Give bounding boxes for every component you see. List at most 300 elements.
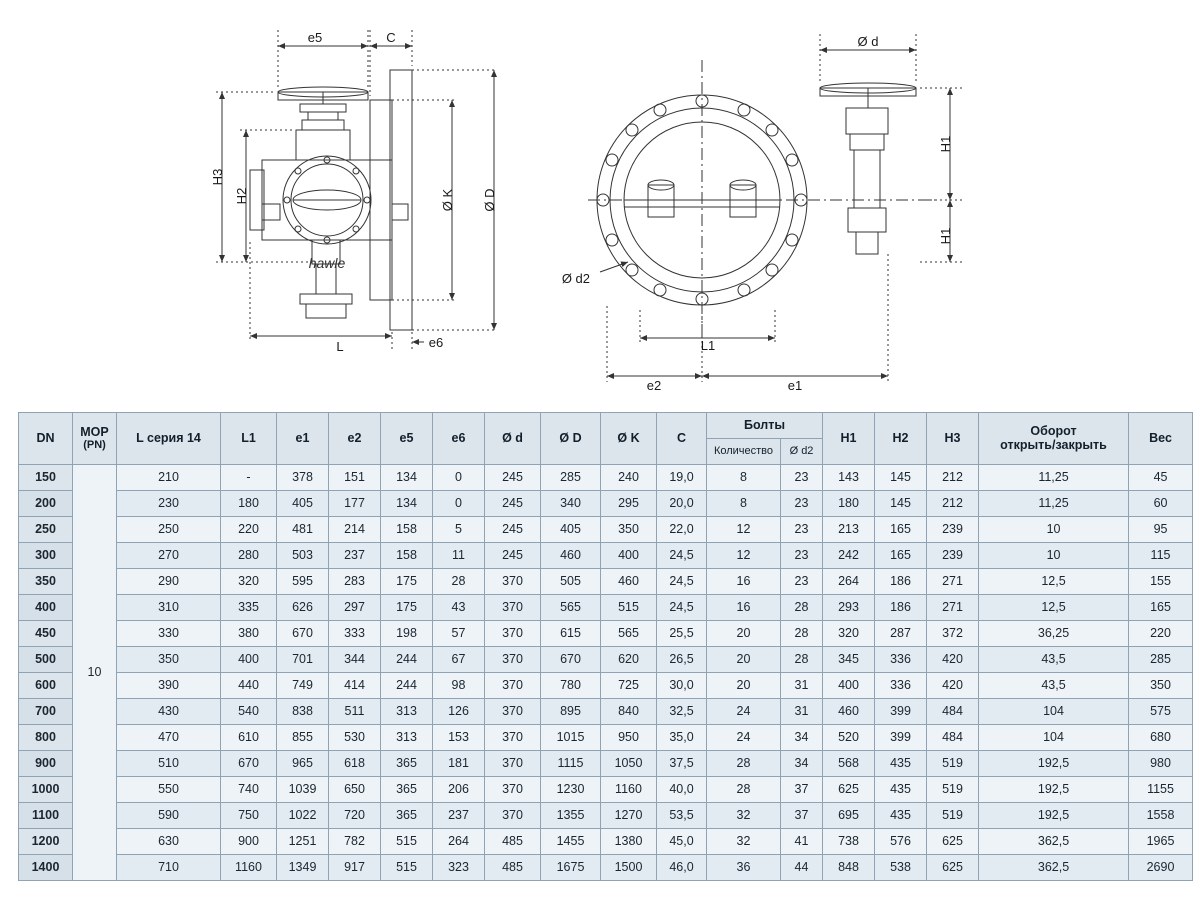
cell-h2: 576 <box>875 829 927 855</box>
cell-d2: 23 <box>781 569 823 595</box>
cell-dn: 450 <box>19 621 73 647</box>
cell-qty: 24 <box>707 699 781 725</box>
cell-h2: 186 <box>875 569 927 595</box>
label-d-small: Ø d <box>857 34 879 49</box>
cell-h2: 399 <box>875 699 927 725</box>
cell-l: 430 <box>117 699 221 725</box>
label-h2: H2 <box>234 187 249 205</box>
cell-c: 40,0 <box>657 777 707 803</box>
cell-e1: 1022 <box>277 803 329 829</box>
cell-e5: 313 <box>381 725 433 751</box>
cell-e1: 1251 <box>277 829 329 855</box>
cell-K: 350 <box>601 517 657 543</box>
header-h1: H1 <box>823 413 875 465</box>
header-dn: DN <box>19 413 73 465</box>
cell-D: 1355 <box>541 803 601 829</box>
cell-e1: 1039 <box>277 777 329 803</box>
cell-e1: 481 <box>277 517 329 543</box>
cell-h2: 435 <box>875 751 927 777</box>
header-l1: L1 <box>221 413 277 465</box>
cell-dn: 300 <box>19 543 73 569</box>
cell-d: 370 <box>485 569 541 595</box>
header-mop-main: MOP <box>80 424 109 439</box>
cell-e2: 333 <box>329 621 381 647</box>
cell-D: 565 <box>541 595 601 621</box>
cell-dn: 1200 <box>19 829 73 855</box>
cell-d: 245 <box>485 491 541 517</box>
cell-d2: 31 <box>781 673 823 699</box>
cell-c: 24,5 <box>657 595 707 621</box>
cell-l: 630 <box>117 829 221 855</box>
cell-turns: 192,5 <box>979 751 1129 777</box>
cell-h1: 848 <box>823 855 875 881</box>
cell-D: 615 <box>541 621 601 647</box>
cell-d2: 23 <box>781 543 823 569</box>
cell-e5: 175 <box>381 595 433 621</box>
drawing-svg <box>0 0 1200 400</box>
cell-c: 45,0 <box>657 829 707 855</box>
cell-d: 245 <box>485 543 541 569</box>
cell-e6: 181 <box>433 751 485 777</box>
cell-d2: 37 <box>781 803 823 829</box>
cell-weight: 95 <box>1129 517 1193 543</box>
label-d2: Ø d2 <box>561 271 590 286</box>
label-d-big: Ø D <box>482 188 497 212</box>
cell-dn: 400 <box>19 595 73 621</box>
label-e2: e2 <box>646 378 662 393</box>
cell-d: 370 <box>485 699 541 725</box>
cell-K: 1270 <box>601 803 657 829</box>
cell-dn: 600 <box>19 673 73 699</box>
cell-D: 1115 <box>541 751 601 777</box>
cell-e2: 530 <box>329 725 381 751</box>
cell-h2: 336 <box>875 647 927 673</box>
cell-e2: 237 <box>329 543 381 569</box>
cell-e6: 0 <box>433 465 485 491</box>
cell-weight: 2690 <box>1129 855 1193 881</box>
table-row <box>19 595 1193 621</box>
cell-l: 330 <box>117 621 221 647</box>
cell-c: 24,5 <box>657 569 707 595</box>
cell-e2: 151 <box>329 465 381 491</box>
cell-h1: 293 <box>823 595 875 621</box>
cell-qty: 28 <box>707 777 781 803</box>
cell-e2: 511 <box>329 699 381 725</box>
cell-h3: 519 <box>927 777 979 803</box>
cell-K: 840 <box>601 699 657 725</box>
header-turns-main: Оборот <box>1030 423 1077 438</box>
cell-h3: 519 <box>927 751 979 777</box>
cell-e5: 515 <box>381 855 433 881</box>
cell-e5: 313 <box>381 699 433 725</box>
cell-h3: 484 <box>927 725 979 751</box>
header-e2: e2 <box>329 413 381 465</box>
cell-h1: 738 <box>823 829 875 855</box>
cell-e6: 67 <box>433 647 485 673</box>
cell-e5: 158 <box>381 517 433 543</box>
cell-D: 895 <box>541 699 601 725</box>
label-l1: L1 <box>700 338 716 353</box>
cell-h3: 420 <box>927 673 979 699</box>
cell-h2: 287 <box>875 621 927 647</box>
header-h2: H2 <box>875 413 927 465</box>
cell-c: 46,0 <box>657 855 707 881</box>
table-row <box>19 829 1193 855</box>
cell-d2: 34 <box>781 751 823 777</box>
cell-h3: 420 <box>927 647 979 673</box>
header-k: Ø K <box>601 413 657 465</box>
cell-turns: 192,5 <box>979 803 1129 829</box>
cell-h3: 625 <box>927 855 979 881</box>
cell-e6: 5 <box>433 517 485 543</box>
cell-h3: 519 <box>927 803 979 829</box>
cell-c: 22,0 <box>657 517 707 543</box>
cell-weight: 155 <box>1129 569 1193 595</box>
cell-l1: - <box>221 465 277 491</box>
cell-c: 26,5 <box>657 647 707 673</box>
cell-turns: 192,5 <box>979 777 1129 803</box>
cell-e5: 515 <box>381 829 433 855</box>
cell-h1: 320 <box>823 621 875 647</box>
cell-e6: 43 <box>433 595 485 621</box>
cell-e2: 650 <box>329 777 381 803</box>
cell-D: 460 <box>541 543 601 569</box>
cell-e6: 153 <box>433 725 485 751</box>
brand-logo: hawle <box>308 255 346 271</box>
cell-dn: 700 <box>19 699 73 725</box>
cell-l: 250 <box>117 517 221 543</box>
cell-weight: 1155 <box>1129 777 1193 803</box>
table-row <box>19 673 1193 699</box>
cell-D: 1230 <box>541 777 601 803</box>
cell-h1: 143 <box>823 465 875 491</box>
cell-e1: 749 <box>277 673 329 699</box>
header-weight: Вес <box>1129 413 1193 465</box>
cell-h2: 186 <box>875 595 927 621</box>
cell-l: 550 <box>117 777 221 803</box>
header-d-big: Ø D <box>541 413 601 465</box>
cell-weight: 115 <box>1129 543 1193 569</box>
table-header-row <box>19 413 1193 439</box>
cell-l: 590 <box>117 803 221 829</box>
cell-dn: 350 <box>19 569 73 595</box>
drawing-labels <box>210 30 953 393</box>
cell-e1: 1349 <box>277 855 329 881</box>
cell-h2: 165 <box>875 543 927 569</box>
cell-h2: 435 <box>875 777 927 803</box>
cell-h1: 400 <box>823 673 875 699</box>
cell-turns: 11,25 <box>979 491 1129 517</box>
cell-d: 370 <box>485 673 541 699</box>
label-e5: e5 <box>307 30 323 45</box>
cell-dn: 1100 <box>19 803 73 829</box>
cell-weight: 1558 <box>1129 803 1193 829</box>
cell-e1: 405 <box>277 491 329 517</box>
cell-D: 1675 <box>541 855 601 881</box>
cell-l: 210 <box>117 465 221 491</box>
cell-e2: 720 <box>329 803 381 829</box>
cell-l1: 220 <box>221 517 277 543</box>
cell-e6: 28 <box>433 569 485 595</box>
cell-e6: 323 <box>433 855 485 881</box>
cell-h2: 145 <box>875 465 927 491</box>
cell-e1: 503 <box>277 543 329 569</box>
cell-K: 725 <box>601 673 657 699</box>
cell-e1: 701 <box>277 647 329 673</box>
table-row <box>19 647 1193 673</box>
cell-dn: 250 <box>19 517 73 543</box>
header-d-small: Ø d <box>485 413 541 465</box>
header-bolts-qty: Количество <box>707 439 781 465</box>
cell-qty: 12 <box>707 543 781 569</box>
cell-qty: 8 <box>707 491 781 517</box>
cell-dn: 1400 <box>19 855 73 881</box>
cell-h3: 239 <box>927 543 979 569</box>
cell-d2: 37 <box>781 777 823 803</box>
cell-l: 270 <box>117 543 221 569</box>
cell-h1: 460 <box>823 699 875 725</box>
cell-d: 370 <box>485 751 541 777</box>
cell-d: 370 <box>485 595 541 621</box>
cell-c: 35,0 <box>657 725 707 751</box>
cell-K: 1050 <box>601 751 657 777</box>
label-l: L <box>336 339 344 354</box>
cell-d2: 31 <box>781 699 823 725</box>
label-h1-lower: H1 <box>938 227 953 245</box>
cell-l: 310 <box>117 595 221 621</box>
cell-l1: 400 <box>221 647 277 673</box>
label-k: Ø K <box>440 188 455 212</box>
table-row <box>19 465 1193 491</box>
cell-d: 370 <box>485 777 541 803</box>
cell-l: 710 <box>117 855 221 881</box>
cell-e5: 365 <box>381 777 433 803</box>
cell-h2: 538 <box>875 855 927 881</box>
cell-e6: 0 <box>433 491 485 517</box>
cell-dn: 1000 <box>19 777 73 803</box>
header-mop <box>73 413 117 465</box>
header-mop-sub: (PN) <box>83 439 106 452</box>
header-bolts: Болты <box>707 413 823 439</box>
cell-h1: 180 <box>823 491 875 517</box>
cell-e5: 365 <box>381 751 433 777</box>
cell-e2: 344 <box>329 647 381 673</box>
cell-turns: 11,25 <box>979 465 1129 491</box>
cell-qty: 28 <box>707 751 781 777</box>
cell-e1: 855 <box>277 725 329 751</box>
cell-l1: 740 <box>221 777 277 803</box>
cell-h1: 625 <box>823 777 875 803</box>
cell-dn: 500 <box>19 647 73 673</box>
table-row <box>19 855 1193 881</box>
cell-weight: 680 <box>1129 725 1193 751</box>
cell-d2: 41 <box>781 829 823 855</box>
cell-qty: 24 <box>707 725 781 751</box>
table-row <box>19 621 1193 647</box>
cell-e1: 378 <box>277 465 329 491</box>
cell-c: 30,0 <box>657 673 707 699</box>
cell-d: 370 <box>485 803 541 829</box>
cell-e2: 618 <box>329 751 381 777</box>
cell-d2: 23 <box>781 517 823 543</box>
cell-h3: 212 <box>927 465 979 491</box>
cell-turns: 43,5 <box>979 673 1129 699</box>
cell-e6: 98 <box>433 673 485 699</box>
cell-e5: 175 <box>381 569 433 595</box>
cell-c: 19,0 <box>657 465 707 491</box>
cell-weight: 220 <box>1129 621 1193 647</box>
label-e1: e1 <box>787 378 803 393</box>
cell-K: 1500 <box>601 855 657 881</box>
header-l-series: L серия 14 <box>117 413 221 465</box>
cell-d2: 34 <box>781 725 823 751</box>
cell-l1: 440 <box>221 673 277 699</box>
header-turns <box>979 413 1129 465</box>
cell-e2: 297 <box>329 595 381 621</box>
cell-l: 350 <box>117 647 221 673</box>
cell-c: 25,5 <box>657 621 707 647</box>
cell-l: 230 <box>117 491 221 517</box>
cell-h1: 568 <box>823 751 875 777</box>
cell-l1: 280 <box>221 543 277 569</box>
cell-e6: 264 <box>433 829 485 855</box>
cell-d: 485 <box>485 829 541 855</box>
cell-d2: 28 <box>781 595 823 621</box>
cell-K: 240 <box>601 465 657 491</box>
cell-K: 515 <box>601 595 657 621</box>
cell-h3: 625 <box>927 829 979 855</box>
cell-e6: 237 <box>433 803 485 829</box>
cell-weight: 60 <box>1129 491 1193 517</box>
cell-e2: 782 <box>329 829 381 855</box>
cell-d: 245 <box>485 465 541 491</box>
cell-e5: 198 <box>381 621 433 647</box>
cell-e1: 965 <box>277 751 329 777</box>
table-row <box>19 517 1193 543</box>
cell-l1: 335 <box>221 595 277 621</box>
cell-e1: 595 <box>277 569 329 595</box>
header-e6: e6 <box>433 413 485 465</box>
cell-h1: 520 <box>823 725 875 751</box>
cell-l1: 380 <box>221 621 277 647</box>
cell-mop: 10 <box>73 465 117 881</box>
table-row <box>19 543 1193 569</box>
cell-D: 1455 <box>541 829 601 855</box>
cell-e2: 414 <box>329 673 381 699</box>
cell-e5: 134 <box>381 465 433 491</box>
cell-weight: 285 <box>1129 647 1193 673</box>
table-row <box>19 777 1193 803</box>
cell-e2: 177 <box>329 491 381 517</box>
table-row <box>19 725 1193 751</box>
cell-qty: 32 <box>707 803 781 829</box>
cell-K: 1380 <box>601 829 657 855</box>
cell-d2: 23 <box>781 491 823 517</box>
cell-turns: 362,5 <box>979 829 1129 855</box>
cell-turns: 43,5 <box>979 647 1129 673</box>
header-e1: e1 <box>277 413 329 465</box>
cell-h2: 336 <box>875 673 927 699</box>
cell-h3: 271 <box>927 595 979 621</box>
left-view-body <box>250 70 412 330</box>
cell-l1: 670 <box>221 751 277 777</box>
header-turns-sub: открыть/закрыть <box>1000 437 1107 452</box>
cell-l: 470 <box>117 725 221 751</box>
cell-qty: 8 <box>707 465 781 491</box>
cell-weight: 980 <box>1129 751 1193 777</box>
cell-h3: 271 <box>927 569 979 595</box>
cell-d: 370 <box>485 725 541 751</box>
table-row <box>19 491 1193 517</box>
cell-e5: 134 <box>381 491 433 517</box>
cell-c: 53,5 <box>657 803 707 829</box>
cell-qty: 20 <box>707 621 781 647</box>
cell-h2: 435 <box>875 803 927 829</box>
cell-qty: 20 <box>707 673 781 699</box>
cell-weight: 1965 <box>1129 829 1193 855</box>
cell-turns: 12,5 <box>979 595 1129 621</box>
cell-h1: 695 <box>823 803 875 829</box>
cell-qty: 16 <box>707 569 781 595</box>
cell-l1: 900 <box>221 829 277 855</box>
cell-e2: 917 <box>329 855 381 881</box>
cell-e6: 11 <box>433 543 485 569</box>
cell-d: 485 <box>485 855 541 881</box>
cell-dn: 200 <box>19 491 73 517</box>
cell-D: 505 <box>541 569 601 595</box>
cell-h3: 212 <box>927 491 979 517</box>
cell-turns: 362,5 <box>979 855 1129 881</box>
specification-table-wrapper <box>18 412 1182 881</box>
header-bolts-d2: Ø d2 <box>781 439 823 465</box>
cell-c: 32,5 <box>657 699 707 725</box>
table-row <box>19 569 1193 595</box>
cell-d: 370 <box>485 621 541 647</box>
cell-d2: 23 <box>781 465 823 491</box>
table-body <box>19 465 1193 881</box>
cell-e1: 838 <box>277 699 329 725</box>
cell-K: 565 <box>601 621 657 647</box>
cell-h2: 399 <box>875 725 927 751</box>
cell-d2: 28 <box>781 647 823 673</box>
right-view-body <box>597 83 916 305</box>
cell-K: 1160 <box>601 777 657 803</box>
cell-D: 405 <box>541 517 601 543</box>
technical-drawing <box>0 0 1200 400</box>
cell-e5: 365 <box>381 803 433 829</box>
cell-weight: 575 <box>1129 699 1193 725</box>
table-row <box>19 699 1193 725</box>
cell-weight: 165 <box>1129 595 1193 621</box>
cell-d: 245 <box>485 517 541 543</box>
cell-l1: 1160 <box>221 855 277 881</box>
cell-l1: 540 <box>221 699 277 725</box>
cell-turns: 12,5 <box>979 569 1129 595</box>
cell-d2: 44 <box>781 855 823 881</box>
cell-e6: 126 <box>433 699 485 725</box>
cell-K: 950 <box>601 725 657 751</box>
cell-K: 620 <box>601 647 657 673</box>
cell-e5: 244 <box>381 647 433 673</box>
cell-e5: 244 <box>381 673 433 699</box>
cell-turns: 36,25 <box>979 621 1129 647</box>
cell-e1: 670 <box>277 621 329 647</box>
cell-l1: 750 <box>221 803 277 829</box>
cell-weight: 350 <box>1129 673 1193 699</box>
cell-e1: 626 <box>277 595 329 621</box>
cell-K: 295 <box>601 491 657 517</box>
header-c: C <box>657 413 707 465</box>
